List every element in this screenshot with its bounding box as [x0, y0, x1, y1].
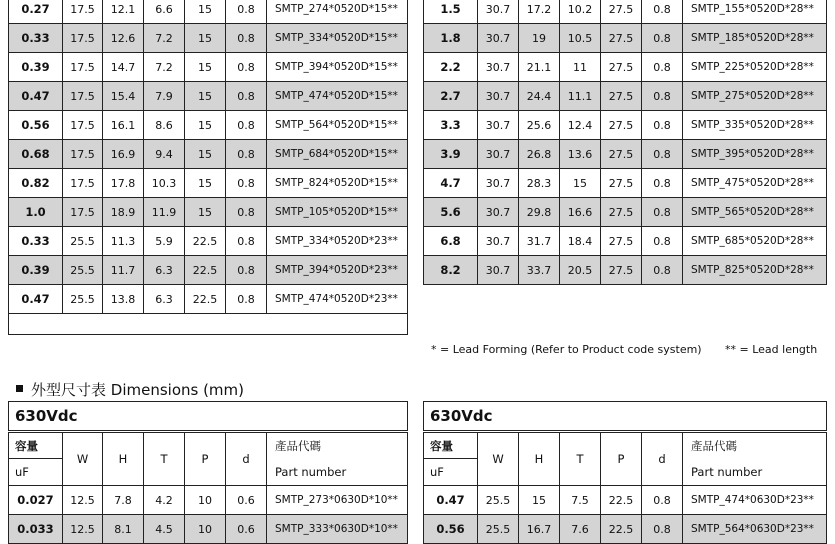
table-row: [9, 140, 408, 169]
part-number-cell: SMTP_474*0520D*15**: [267, 82, 408, 111]
t-cell: 16.6: [560, 198, 601, 227]
table-row: [9, 53, 408, 82]
h-cell: 11.7: [103, 256, 144, 285]
t-cell: 6.3: [144, 285, 185, 314]
capacitance-cell: 0.47: [9, 82, 63, 111]
capacitance-cell: 0.33: [9, 24, 63, 53]
part-number-cell: SMTP_394*0520D*23**: [267, 256, 408, 285]
h-cell: 21.1: [519, 53, 560, 82]
part-number-cell: SMTP_474*0630D*23**: [683, 486, 827, 515]
capacitance-cell: 2.7: [424, 82, 478, 111]
lead-forming-note: * = Lead Forming (Refer to Product code system): [431, 343, 702, 356]
table-row: [424, 24, 827, 53]
d-cell: 0.8: [642, 24, 683, 53]
w-header: W: [63, 432, 103, 486]
d-cell: 0.8: [642, 140, 683, 169]
p-cell: 15: [185, 198, 226, 227]
p-cell: 22.5: [185, 285, 226, 314]
h-cell: 16.7: [519, 515, 560, 544]
d-cell: 0.8: [226, 169, 267, 198]
h-cell: 33.7: [519, 256, 560, 285]
h-cell: 26.8: [519, 140, 560, 169]
d-cell: 0.8: [226, 24, 267, 53]
cap-header-unit: uF: [424, 459, 478, 486]
pn-header-en: Part number: [267, 459, 408, 486]
p-cell: 27.5: [601, 198, 642, 227]
part-number-cell: SMTP_824*0520D*15**: [267, 169, 408, 198]
d-cell: 0.8: [642, 169, 683, 198]
capacitance-cell: 8.2: [424, 256, 478, 285]
capacitance-cell: 0.47: [424, 486, 478, 515]
h-cell: 18.9: [103, 198, 144, 227]
table-row: [9, 169, 408, 198]
w-cell: 25.5: [478, 515, 519, 544]
capacitance-cell: 0.56: [9, 111, 63, 140]
w-cell: 17.5: [63, 169, 103, 198]
part-number-cell: SMTP_565*0520D*28**: [683, 198, 827, 227]
part-number-cell: SMTP_273*0630D*10**: [267, 486, 408, 515]
t-cell: 5.9: [144, 227, 185, 256]
table-row: [9, 256, 408, 285]
p-cell: 27.5: [601, 111, 642, 140]
w-cell: 12.5: [63, 515, 103, 544]
p-header: P: [185, 432, 226, 486]
t-cell: 7.2: [144, 53, 185, 82]
capacitance-cell: 0.33: [9, 227, 63, 256]
d-cell: 0.8: [642, 111, 683, 140]
w-cell: 25.5: [478, 486, 519, 515]
table-row: [9, 198, 408, 227]
capacitance-cell: 0.39: [9, 53, 63, 82]
p-cell: 10: [185, 515, 226, 544]
d-cell: 0.8: [226, 53, 267, 82]
h-cell: 31.7: [519, 227, 560, 256]
part-number-cell: SMTP_334*0520D*15**: [267, 24, 408, 53]
p-header: P: [601, 432, 642, 486]
w-cell: 30.7: [478, 198, 519, 227]
t-cell: 6.3: [144, 256, 185, 285]
capacitance-cell: 1.5: [424, 0, 478, 24]
table-row: [9, 285, 408, 314]
p-cell: 22.5: [601, 486, 642, 515]
t-header: T: [144, 432, 185, 486]
p-cell: 15: [185, 82, 226, 111]
h-cell: 8.1: [103, 515, 144, 544]
part-number-cell: SMTP_825*0520D*28**: [683, 256, 827, 285]
table-row: [9, 227, 408, 256]
t-cell: 4.5: [144, 515, 185, 544]
table-row: [9, 486, 408, 515]
table-row: [9, 0, 408, 24]
t-cell: 7.5: [560, 486, 601, 515]
t-cell: 20.5: [560, 256, 601, 285]
w-cell: 17.5: [63, 111, 103, 140]
capacitance-cell: 0.27: [9, 0, 63, 24]
d-cell: 0.8: [642, 53, 683, 82]
bottom-left-dimension-table: [8, 401, 408, 544]
p-cell: 22.5: [601, 515, 642, 544]
w-cell: 30.7: [478, 169, 519, 198]
voltage-title: 630Vdc: [424, 402, 827, 432]
d-cell: 0.8: [642, 227, 683, 256]
d-header: d: [642, 432, 683, 486]
t-cell: 10.2: [560, 0, 601, 24]
h-cell: 11.3: [103, 227, 144, 256]
h-cell: 12.1: [103, 0, 144, 24]
w-cell: 30.7: [478, 256, 519, 285]
p-cell: 15: [185, 24, 226, 53]
table-row: [424, 82, 827, 111]
pn-header-en: Part number: [683, 459, 827, 486]
part-number-cell: SMTP_185*0520D*28**: [683, 24, 827, 53]
d-cell: 0.8: [642, 515, 683, 544]
section-title-text: 外型尺寸表 Dimensions (mm): [31, 381, 245, 399]
capacitance-cell: 1.8: [424, 24, 478, 53]
t-cell: 10.3: [144, 169, 185, 198]
p-cell: 27.5: [601, 0, 642, 24]
w-cell: 30.7: [478, 82, 519, 111]
d-cell: 0.8: [642, 486, 683, 515]
p-cell: 15: [185, 111, 226, 140]
section-title: [16, 379, 244, 400]
capacitance-cell: 3.3: [424, 111, 478, 140]
t-cell: 11: [560, 53, 601, 82]
table-row: [424, 256, 827, 285]
p-cell: 27.5: [601, 24, 642, 53]
table-row: [424, 111, 827, 140]
w-cell: 25.5: [63, 285, 103, 314]
pn-header-cn: 產品代碼: [267, 432, 408, 459]
part-number-cell: SMTP_394*0520D*15**: [267, 53, 408, 82]
h-cell: 13.8: [103, 285, 144, 314]
part-number-cell: SMTP_275*0520D*28**: [683, 82, 827, 111]
p-cell: 27.5: [601, 227, 642, 256]
d-cell: 0.8: [226, 111, 267, 140]
part-number-cell: SMTP_333*0630D*10**: [267, 515, 408, 544]
h-cell: 19: [519, 24, 560, 53]
top-left-dimension-table: [8, 0, 408, 335]
p-cell: 10: [185, 486, 226, 515]
w-cell: 30.7: [478, 53, 519, 82]
h-cell: 14.7: [103, 53, 144, 82]
p-cell: 15: [185, 169, 226, 198]
h-cell: 25.6: [519, 111, 560, 140]
table-row: [424, 227, 827, 256]
table-spacer: [9, 314, 408, 335]
w-cell: 25.5: [63, 227, 103, 256]
table-row: [9, 111, 408, 140]
h-header: H: [103, 432, 144, 486]
part-number-cell: SMTP_475*0520D*28**: [683, 169, 827, 198]
capacitance-cell: 5.6: [424, 198, 478, 227]
table-row: [9, 82, 408, 111]
w-cell: 25.5: [63, 256, 103, 285]
d-cell: 0.6: [226, 515, 267, 544]
h-cell: 7.8: [103, 486, 144, 515]
w-cell: 17.5: [63, 140, 103, 169]
d-cell: 0.8: [226, 0, 267, 24]
d-cell: 0.8: [226, 285, 267, 314]
capacitance-cell: 4.7: [424, 169, 478, 198]
t-cell: 7.2: [144, 24, 185, 53]
capacitance-cell: 0.68: [9, 140, 63, 169]
table-row: [424, 169, 827, 198]
cap-header-cn: 容量: [9, 432, 63, 459]
t-cell: 9.4: [144, 140, 185, 169]
cap-header-unit: uF: [9, 459, 63, 486]
bullet-square-icon: [16, 385, 23, 392]
voltage-title: 630Vdc: [9, 402, 408, 432]
part-number-cell: SMTP_564*0520D*15**: [267, 111, 408, 140]
t-cell: 8.6: [144, 111, 185, 140]
capacitance-cell: 0.39: [9, 256, 63, 285]
table-row: [424, 140, 827, 169]
pn-header-cn: 產品代碼: [683, 432, 827, 459]
w-cell: 30.7: [478, 227, 519, 256]
w-cell: 17.5: [63, 53, 103, 82]
capacitance-cell: 6.8: [424, 227, 478, 256]
p-cell: 27.5: [601, 140, 642, 169]
table-row: [424, 515, 827, 544]
part-number-cell: SMTP_474*0520D*23**: [267, 285, 408, 314]
d-cell: 0.8: [642, 256, 683, 285]
t-cell: 15: [560, 169, 601, 198]
p-cell: 15: [185, 0, 226, 24]
t-cell: 10.5: [560, 24, 601, 53]
t-header: T: [560, 432, 601, 486]
h-cell: 16.1: [103, 111, 144, 140]
d-cell: 0.6: [226, 486, 267, 515]
part-number-cell: SMTP_155*0520D*28**: [683, 0, 827, 24]
capacitance-cell: 0.47: [9, 285, 63, 314]
d-cell: 0.8: [226, 82, 267, 111]
t-cell: 11.1: [560, 82, 601, 111]
p-cell: 27.5: [601, 169, 642, 198]
t-cell: 7.9: [144, 82, 185, 111]
d-cell: 0.8: [226, 198, 267, 227]
table-row: [424, 486, 827, 515]
capacitance-cell: 3.9: [424, 140, 478, 169]
capacitance-cell: 0.82: [9, 169, 63, 198]
t-cell: 11.9: [144, 198, 185, 227]
h-cell: 29.8: [519, 198, 560, 227]
w-cell: 12.5: [63, 486, 103, 515]
bottom-right-dimension-table: [423, 401, 827, 544]
d-cell: 0.8: [226, 140, 267, 169]
w-cell: 30.7: [478, 140, 519, 169]
table-row: [9, 24, 408, 53]
t-cell: 13.6: [560, 140, 601, 169]
part-number-cell: SMTP_274*0520D*15**: [267, 0, 408, 24]
d-header: d: [226, 432, 267, 486]
capacitance-cell: 0.027: [9, 486, 63, 515]
part-number-cell: SMTP_395*0520D*28**: [683, 140, 827, 169]
d-cell: 0.8: [642, 82, 683, 111]
w-cell: 30.7: [478, 24, 519, 53]
p-cell: 15: [185, 140, 226, 169]
t-cell: 4.2: [144, 486, 185, 515]
d-cell: 0.8: [642, 0, 683, 24]
w-header: W: [478, 432, 519, 486]
w-cell: 17.5: [63, 198, 103, 227]
h-cell: 17.2: [519, 0, 560, 24]
p-cell: 27.5: [601, 53, 642, 82]
part-number-cell: SMTP_684*0520D*15**: [267, 140, 408, 169]
h-header: H: [519, 432, 560, 486]
w-cell: 17.5: [63, 0, 103, 24]
w-cell: 17.5: [63, 82, 103, 111]
top-right-dimension-table: [423, 0, 827, 285]
w-cell: 30.7: [478, 111, 519, 140]
capacitance-cell: 0.033: [9, 515, 63, 544]
t-cell: 7.6: [560, 515, 601, 544]
part-number-cell: SMTP_105*0520D*15**: [267, 198, 408, 227]
d-cell: 0.8: [642, 198, 683, 227]
capacitance-cell: 0.56: [424, 515, 478, 544]
p-cell: 27.5: [601, 82, 642, 111]
cap-header-cn: 容量: [424, 432, 478, 459]
p-cell: 22.5: [185, 256, 226, 285]
part-number-cell: SMTP_685*0520D*28**: [683, 227, 827, 256]
h-cell: 28.3: [519, 169, 560, 198]
p-cell: 27.5: [601, 256, 642, 285]
capacitance-cell: 2.2: [424, 53, 478, 82]
t-cell: 6.6: [144, 0, 185, 24]
p-cell: 22.5: [185, 227, 226, 256]
h-cell: 17.8: [103, 169, 144, 198]
table-row: [424, 53, 827, 82]
capacitance-cell: 1.0: [9, 198, 63, 227]
p-cell: 15: [185, 53, 226, 82]
w-cell: 17.5: [63, 24, 103, 53]
part-number-cell: SMTP_225*0520D*28**: [683, 53, 827, 82]
h-cell: 12.6: [103, 24, 144, 53]
h-cell: 15.4: [103, 82, 144, 111]
part-number-cell: SMTP_334*0520D*23**: [267, 227, 408, 256]
d-cell: 0.8: [226, 227, 267, 256]
t-cell: 12.4: [560, 111, 601, 140]
table-row: [424, 198, 827, 227]
part-number-cell: SMTP_335*0520D*28**: [683, 111, 827, 140]
w-cell: 30.7: [478, 0, 519, 24]
t-cell: 18.4: [560, 227, 601, 256]
table-row: [424, 0, 827, 24]
part-number-cell: SMTP_564*0630D*23**: [683, 515, 827, 544]
table-row: [9, 515, 408, 544]
h-cell: 15: [519, 486, 560, 515]
h-cell: 16.9: [103, 140, 144, 169]
lead-length-note: ** = Lead length: [725, 343, 818, 356]
d-cell: 0.8: [226, 256, 267, 285]
h-cell: 24.4: [519, 82, 560, 111]
